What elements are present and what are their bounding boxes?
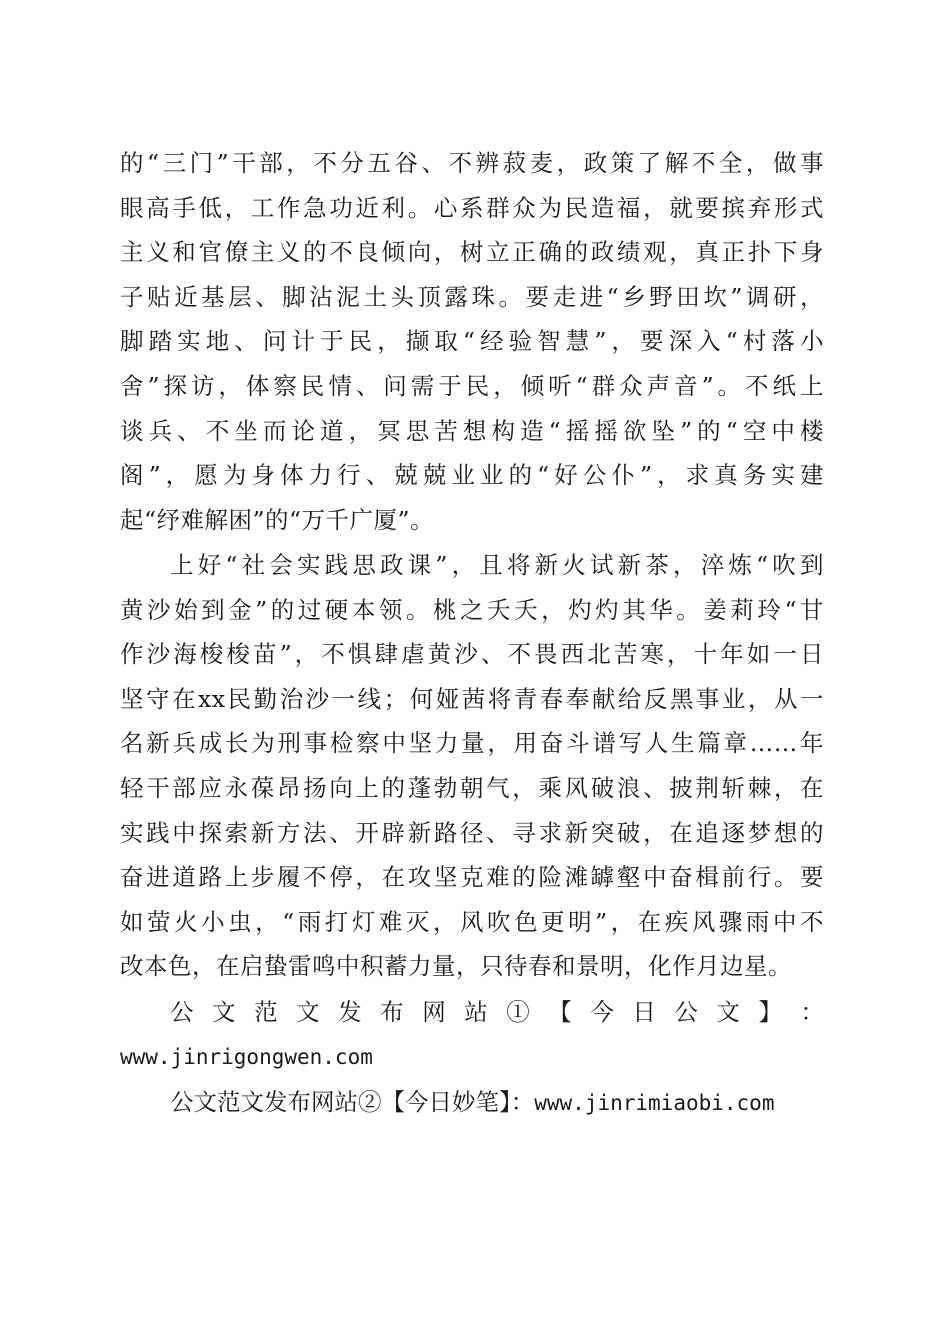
paragraph-line: 舍”探访，体察民情、问需于民，倾听“群众声音”。不纸上 — [120, 371, 824, 400]
paragraph-line: 脚踏实地、问计于民，撷取“经验智慧”，要深入“村落小 — [120, 327, 824, 356]
footer-url-link[interactable]: www.jinrigongwen.com — [120, 1044, 373, 1069]
paragraph-2 — [120, 543, 824, 989]
paragraph-line: 实践中探索新方法、开辟新路径、寻求新突破，在追逐梦想的 — [120, 818, 824, 847]
footer-url-link[interactable]: www.jinrimiaobi.com — [534, 1091, 775, 1115]
footer-line — [120, 1080, 824, 1125]
paragraph-1 — [120, 141, 824, 542]
paragraph-line: 的“三门”干部，不分五谷、不辨菽麦，政策了解不全，做事 — [120, 149, 824, 177]
paragraph-line: 起“纾难解困”的“万千广厦”。 — [120, 505, 435, 534]
paragraph-line: 谈兵、不坐而论道，冥思苦想构造“摇摇欲坠”的“空中楼 — [120, 416, 824, 445]
footer-label: 公文范文发布网站②【今日妙笔】： — [170, 1088, 535, 1116]
paragraph-line: 主义和官僚主义的不良倾向，树立正确的政绩观，真正扑下身 — [120, 238, 824, 267]
footer-label: 公 文 范 文 发 布 网 站 ① 【 今 日 公 文 】 ： — [170, 998, 824, 1026]
paragraph-line: 奋进道路上步履不停，在攻坚克难的险滩罅壑中奋楫前行。要 — [120, 863, 824, 892]
paragraph-line: 上好“社会实践思政课”，且将新火试新茶，淬炼“吹到 — [170, 551, 824, 579]
paragraph-line: 轻干部应永葆昂扬向上的蓬勃朝气，乘风破浪、披荆斩棘，在 — [120, 773, 824, 802]
paragraph-line: 眼高手低，工作急功近利。心系群众为民造福，就要摈弃形式 — [120, 193, 824, 222]
footer-website-2 — [120, 1080, 824, 1125]
paragraph-line: 黄沙始到金”的过硬本领。桃之夭夭，灼灼其华。姜莉玲“甘 — [120, 595, 824, 624]
paragraph-line: 作沙海梭梭苗”，不惧肆虐黄沙、不畏西北苦寒，十年如一日 — [120, 640, 824, 669]
paragraph-line: 如萤火小虫，“雨打灯难灭，风吹色更明”，在疾风骤雨中不 — [120, 907, 824, 936]
footer-website-1 — [120, 990, 824, 1079]
paragraph-line: 阁”，愿为身体力行、兢兢业业的“好公仆”，求真务实建 — [120, 461, 824, 490]
paragraph-line: 子贴近基层、脚沾泥土头顶露珠。要走进“乡野田坎”调研， — [120, 282, 824, 311]
paragraph-line: 名新兵成长为刑事检察中坚力量，用奋斗谱写人生篇章……年 — [120, 729, 824, 758]
paragraph-line: 坚守在xx民勤治沙一线；何娅茜将青春奉献给反黑事业，从一 — [120, 684, 824, 713]
paragraph-line: 改本色，在启蛰雷鸣中积蓄力量，只待春和景明，化作月边星。 — [120, 952, 792, 981]
